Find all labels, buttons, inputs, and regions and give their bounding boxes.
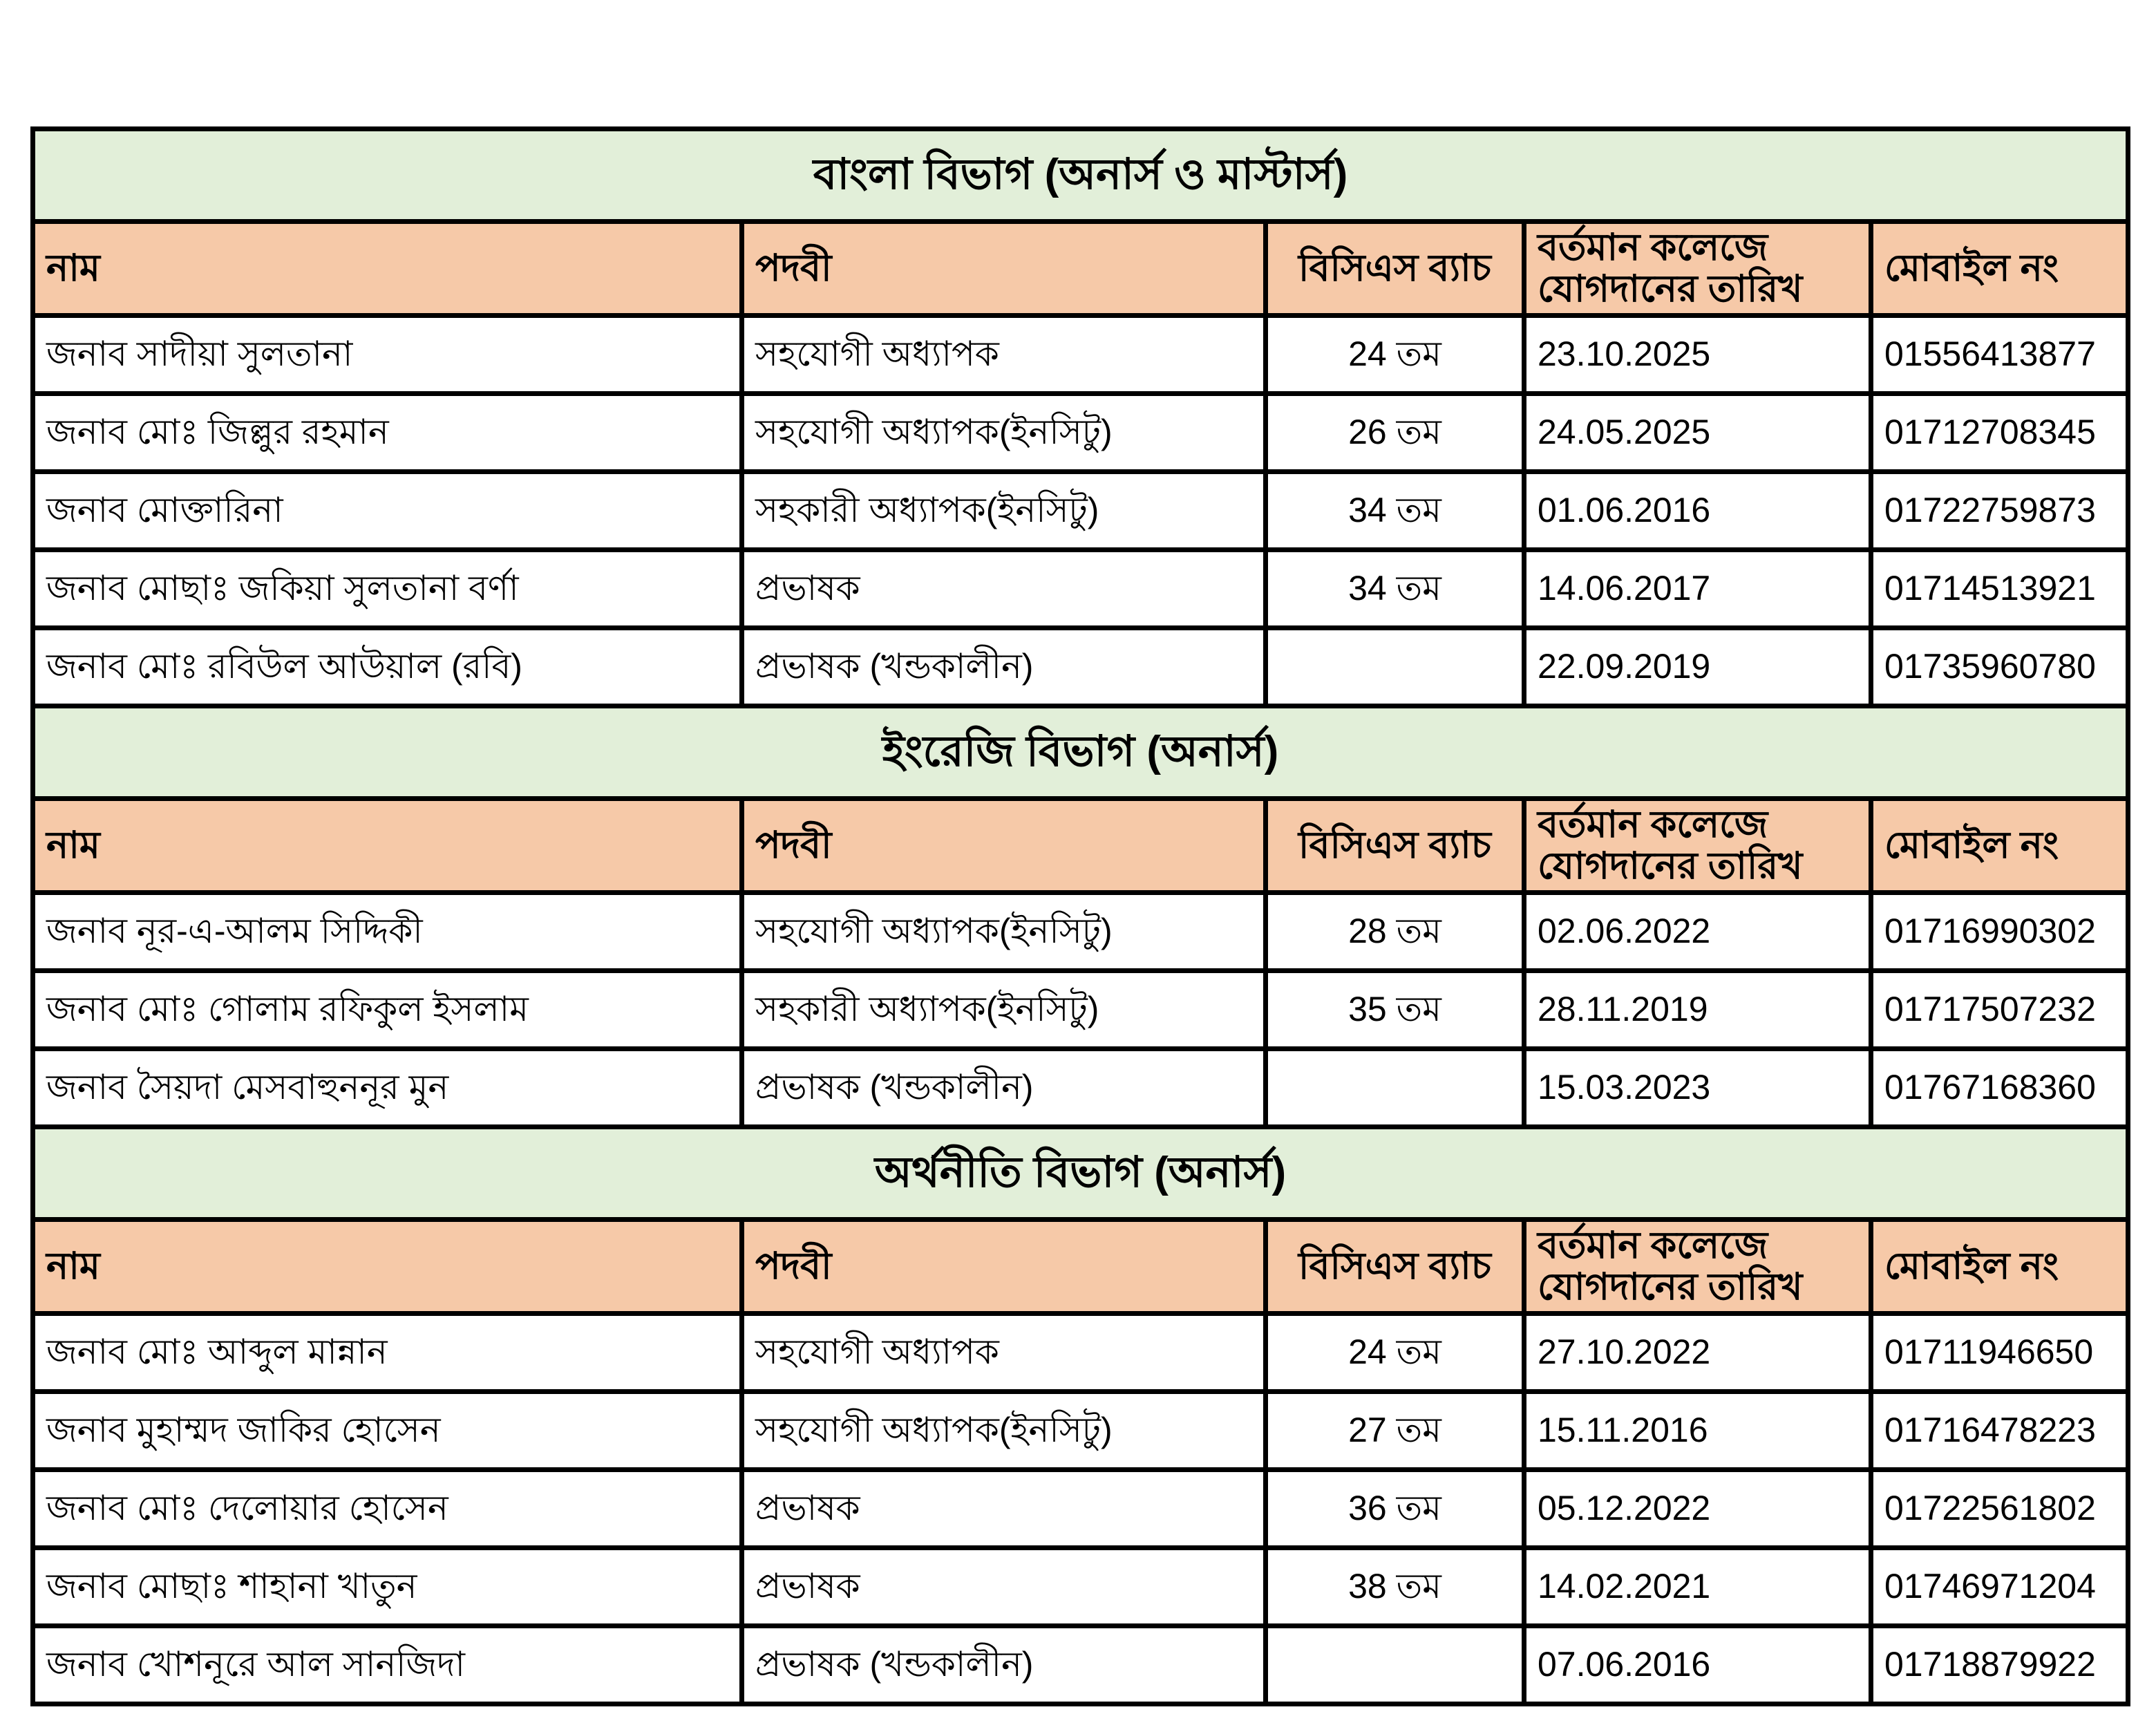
table-row (33, 471, 2128, 549)
cell-mobile: 01716990302 (1871, 892, 2128, 970)
table-row (33, 1547, 2128, 1626)
cell-name: জনাব মোছাঃ শাহানা খাতুন (33, 1547, 742, 1626)
cell-mobile: 01767168360 (1871, 1048, 2128, 1127)
section-title: ইংরেজি বিভাগ (অনার্স) (33, 706, 2128, 798)
cell-designation: প্রভাষক (খন্ডকালীন) (742, 1626, 1266, 1704)
cell-batch (1266, 1626, 1524, 1704)
table-row (33, 1626, 2128, 1704)
section-title-row (33, 706, 2128, 798)
cell-mobile: 01735960780 (1871, 628, 2128, 706)
section-title: বাংলা বিভাগ (অনার্স ও মাস্টার্স) (33, 129, 2128, 222)
section-title-row (33, 129, 2128, 222)
cell-mobile: 01722759873 (1871, 471, 2128, 549)
table-row (33, 628, 2128, 706)
cell-batch: 24 তম (1266, 1313, 1524, 1391)
column-header-batch: বিসিএস ব্যাচ (1266, 1219, 1524, 1313)
staff-list-document (30, 126, 2130, 1706)
cell-batch: 36 তম (1266, 1469, 1524, 1547)
cell-mobile: 01711946650 (1871, 1313, 2128, 1391)
cell-mobile: 01714513921 (1871, 549, 2128, 628)
cell-designation: সহযোগী অধ্যাপক(ইনসিটু) (742, 892, 1266, 970)
column-header-join_date: বর্তমান কলেজে যোগদানের তারিখ (1524, 222, 1871, 316)
cell-name: জনাব মোঃ রবিউল আউয়াল (রবি) (33, 628, 742, 706)
cell-join_date: 14.06.2017 (1524, 549, 1871, 628)
cell-designation: প্রভাষক (742, 1469, 1266, 1547)
cell-batch: 24 তম (1266, 315, 1524, 393)
cell-join_date: 14.02.2021 (1524, 1547, 1871, 1626)
cell-designation: প্রভাষক (খন্ডকালীন) (742, 628, 1266, 706)
cell-name: জনাব মোক্তারিনা (33, 471, 742, 549)
column-header-mobile: মোবাইল নং (1871, 1219, 2128, 1313)
column-header-designation: পদবী (742, 1219, 1266, 1313)
cell-mobile: 01718879922 (1871, 1626, 2128, 1704)
cell-mobile: 01746971204 (1871, 1547, 2128, 1626)
cell-designation: সহযোগী অধ্যাপক(ইনসিটু) (742, 1391, 1266, 1469)
cell-batch: 26 তম (1266, 393, 1524, 471)
column-header-name: নাম (33, 1219, 742, 1313)
cell-join_date: 01.06.2016 (1524, 471, 1871, 549)
cell-batch: 34 তম (1266, 471, 1524, 549)
cell-join_date: 05.12.2022 (1524, 1469, 1871, 1547)
table-row (33, 549, 2128, 628)
cell-mobile: 01722561802 (1871, 1469, 2128, 1547)
cell-join_date: 15.03.2023 (1524, 1048, 1871, 1127)
cell-join_date: 23.10.2025 (1524, 315, 1871, 393)
table-row (33, 1048, 2128, 1127)
cell-batch (1266, 1048, 1524, 1127)
table-row (33, 892, 2128, 970)
cell-designation: সহকারী অধ্যাপক(ইনসিটু) (742, 970, 1266, 1048)
cell-join_date: 07.06.2016 (1524, 1626, 1871, 1704)
column-header-row (33, 1219, 2128, 1313)
cell-name: জনাব মোঃ দেলোয়ার হোসেন (33, 1469, 742, 1547)
cell-batch: 28 তম (1266, 892, 1524, 970)
column-header-name: নাম (33, 798, 742, 892)
cell-name: জনাব মোঃ জিল্লুর রহমান (33, 393, 742, 471)
cell-designation: সহযোগী অধ্যাপক (742, 315, 1266, 393)
section-title: অর্থনীতি বিভাগ (অনার্স) (33, 1127, 2128, 1219)
cell-join_date: 15.11.2016 (1524, 1391, 1871, 1469)
cell-designation: প্রভাষক (খন্ডকালীন) (742, 1048, 1266, 1127)
column-header-join_date: বর্তমান কলেজে যোগদানের তারিখ (1524, 798, 1871, 892)
cell-batch (1266, 628, 1524, 706)
column-header-designation: পদবী (742, 798, 1266, 892)
column-header-designation: পদবী (742, 222, 1266, 316)
section-title-row (33, 1127, 2128, 1219)
table-body (33, 129, 2128, 1704)
cell-name: জনাব সাদীয়া সুলতানা (33, 315, 742, 393)
cell-mobile: 01556413877 (1871, 315, 2128, 393)
column-header-row (33, 222, 2128, 316)
column-header-row (33, 798, 2128, 892)
table-row (33, 1313, 2128, 1391)
cell-name: জনাব মোঃ আব্দুল মান্নান (33, 1313, 742, 1391)
table-row (33, 393, 2128, 471)
column-header-join_date: বর্তমান কলেজে যোগদানের তারিখ (1524, 1219, 1871, 1313)
table-row (33, 315, 2128, 393)
cell-mobile: 01712708345 (1871, 393, 2128, 471)
column-header-mobile: মোবাইল নং (1871, 222, 2128, 316)
cell-name: জনাব মুহাম্মদ জাকির হোসেন (33, 1391, 742, 1469)
table-row (33, 1469, 2128, 1547)
cell-designation: প্রভাষক (742, 549, 1266, 628)
cell-batch: 34 তম (1266, 549, 1524, 628)
cell-name: জনাব খোশনূরে আল সানজিদা (33, 1626, 742, 1704)
cell-name: জনাব সৈয়দা মেসবাহুননূর মুন (33, 1048, 742, 1127)
cell-batch: 35 তম (1266, 970, 1524, 1048)
column-header-name: নাম (33, 222, 742, 316)
table-row (33, 1391, 2128, 1469)
cell-designation: সহযোগী অধ্যাপক (742, 1313, 1266, 1391)
cell-join_date: 02.06.2022 (1524, 892, 1871, 970)
column-header-mobile: মোবাইল নং (1871, 798, 2128, 892)
cell-join_date: 24.05.2025 (1524, 393, 1871, 471)
cell-batch: 38 তম (1266, 1547, 1524, 1626)
cell-join_date: 28.11.2019 (1524, 970, 1871, 1048)
cell-join_date: 22.09.2019 (1524, 628, 1871, 706)
cell-batch: 27 তম (1266, 1391, 1524, 1469)
cell-designation: সহযোগী অধ্যাপক(ইনসিটু) (742, 393, 1266, 471)
cell-mobile: 01716478223 (1871, 1391, 2128, 1469)
column-header-batch: বিসিএস ব্যাচ (1266, 798, 1524, 892)
cell-name: জনাব মোঃ গোলাম রফিকুল ইসলাম (33, 970, 742, 1048)
cell-name: জনাব নূর-এ-আলম সিদ্দিকী (33, 892, 742, 970)
cell-mobile: 01717507232 (1871, 970, 2128, 1048)
cell-name: জনাব মোছাঃ জকিয়া সুলতানা বর্ণা (33, 549, 742, 628)
cell-designation: প্রভাষক (742, 1547, 1266, 1626)
column-header-batch: বিসিএস ব্যাচ (1266, 222, 1524, 316)
staff-table (30, 126, 2130, 1706)
cell-join_date: 27.10.2022 (1524, 1313, 1871, 1391)
cell-designation: সহকারী অধ্যাপক(ইনসিটু) (742, 471, 1266, 549)
table-row (33, 970, 2128, 1048)
